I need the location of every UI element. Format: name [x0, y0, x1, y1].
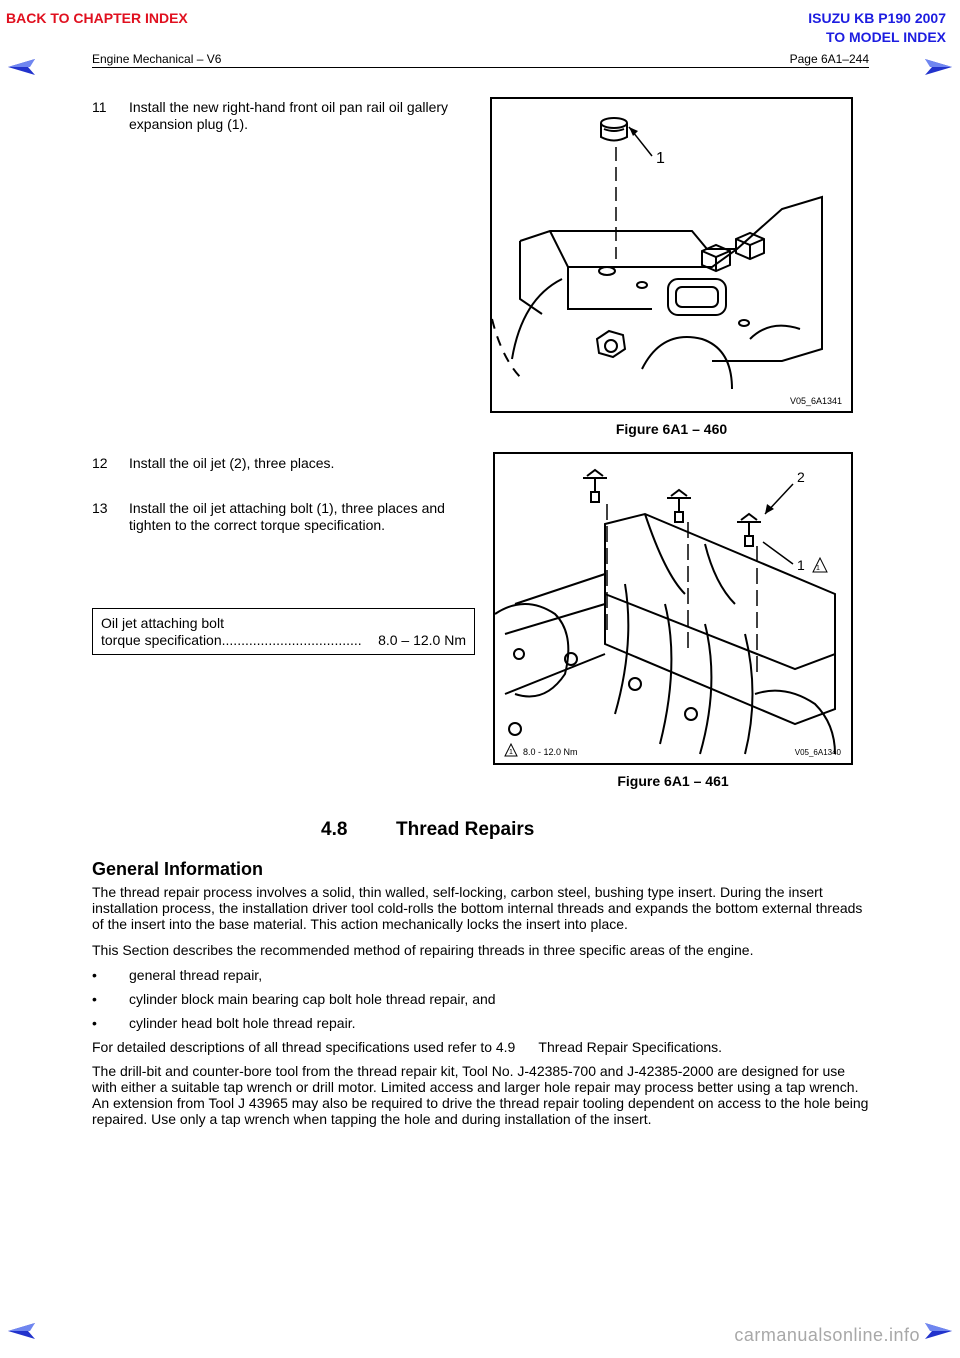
paragraph-section-description: This Section describes the recommended method of repairing threads in three specific areas of the engine.	[92, 942, 754, 958]
spec-value: 8.0 – 12.0 Nm	[378, 632, 466, 648]
bullet-dot-icon: •	[92, 991, 97, 1007]
step-text-line2: tighten to the correct torque specification.	[129, 517, 386, 533]
bullet-dot-icon: •	[92, 967, 97, 983]
header-page-number: Page 6A1–244	[789, 52, 869, 66]
figure-461-code: V05_6A1340	[794, 748, 841, 757]
figure-460-caption: Figure 6A1 – 460	[615, 421, 728, 437]
next-page-arrow-bottom-icon[interactable]	[924, 1322, 952, 1345]
step-11	[92, 99, 482, 135]
figure-461-callout-2: 2	[797, 469, 805, 485]
figure-461-illustration	[493, 452, 853, 765]
figure-461-legend-number: 1	[509, 749, 513, 756]
figure-460-callout-1: 1	[656, 150, 665, 167]
previous-page-arrow-bottom-icon[interactable]	[8, 1322, 36, 1345]
step-text-line1: Install the new right-hand front oil pan rail oil gallery	[129, 99, 449, 115]
bullet-dot-icon: •	[92, 1015, 97, 1031]
previous-page-arrow-icon[interactable]	[8, 58, 36, 81]
watermark-text: carmanualsonline.info	[734, 1325, 920, 1345]
spec-label: torque specification	[101, 632, 222, 648]
bullet-item	[92, 991, 692, 1009]
figure-461-caption: Figure 6A1 – 461	[617, 773, 729, 789]
model-title-link[interactable]: ISUZU KB P190 2007	[808, 10, 946, 26]
section-title: Thread Repairs	[396, 819, 535, 840]
next-page-arrow-icon[interactable]	[924, 58, 952, 81]
bullet-item	[92, 967, 692, 985]
step-text-line1: Install the oil jet (2), three places.	[129, 455, 335, 471]
bullet-text: cylinder head bolt hole thread repair.	[129, 1015, 356, 1031]
step-12	[92, 455, 482, 475]
spec-leader-dots: ....................................	[221, 632, 362, 648]
step-13	[92, 500, 482, 536]
figure-460-code: V05_6A1341	[789, 396, 842, 406]
paragraph-thread-specifications-reference: For detailed descriptions of all thread specifications used refer to 4.9 Thread Repair Specifications.	[92, 1039, 723, 1055]
bullet-text: general thread repair,	[129, 967, 263, 983]
header-rule	[92, 67, 869, 68]
back-to-chapter-index-link[interactable]: BACK TO CHAPTER INDEX	[6, 10, 188, 26]
to-model-index-link[interactable]: TO MODEL INDEX	[825, 29, 946, 45]
bullet-item	[92, 1015, 692, 1033]
header-section-title: Engine Mechanical – V6	[92, 52, 222, 66]
step-text-line2: expansion plug (1).	[129, 116, 249, 132]
figure-460-illustration	[490, 97, 853, 413]
bullet-text: cylinder block main bearing cap bolt hole thread repair, and	[129, 991, 496, 1007]
step-number: 11	[92, 99, 107, 115]
spec-item-name: Oil jet attaching bolt	[101, 615, 224, 631]
paragraph-tool-usage: The drill-bit and counter-bore tool from the thread repair kit, Tool No. J-42385-700 and J-42385-2000 are designed for use with either a suitable tap wrench or drill motor. Limited access and larger hole repair may process better using a tap wrench. An extension from Tool J 43965 may also be required to drive the thread repair tooling dependent on access to the hole being repaired. Use only a tap wrench when tapping the hole and during installation of the insert.	[92, 1063, 869, 1127]
figure-461-callout-1: 1	[797, 557, 805, 573]
step-text-line1: Install the oil jet attaching bolt (1), three places and	[129, 500, 445, 516]
step-number: 13	[92, 500, 108, 516]
paragraph-thread-repair-process: The thread repair process involves a solid, thin walled, self-locking, carbon steel, bushing type insert. During the insert installation process, the installation driver tool cold-rolls the bottom internal threads and expands the bottom external threads of the insert into the base material. This action mechanically locks the insert into place.	[92, 884, 863, 932]
section-number: 4.8	[321, 819, 348, 840]
torque-specification-box	[92, 608, 475, 655]
figure-461-torque-label: 8.0 - 12.0 Nm	[523, 747, 578, 757]
figure-461-triangle-number: 1	[816, 565, 820, 572]
subsection-heading: General Information	[92, 859, 264, 879]
step-number: 12	[92, 455, 108, 471]
